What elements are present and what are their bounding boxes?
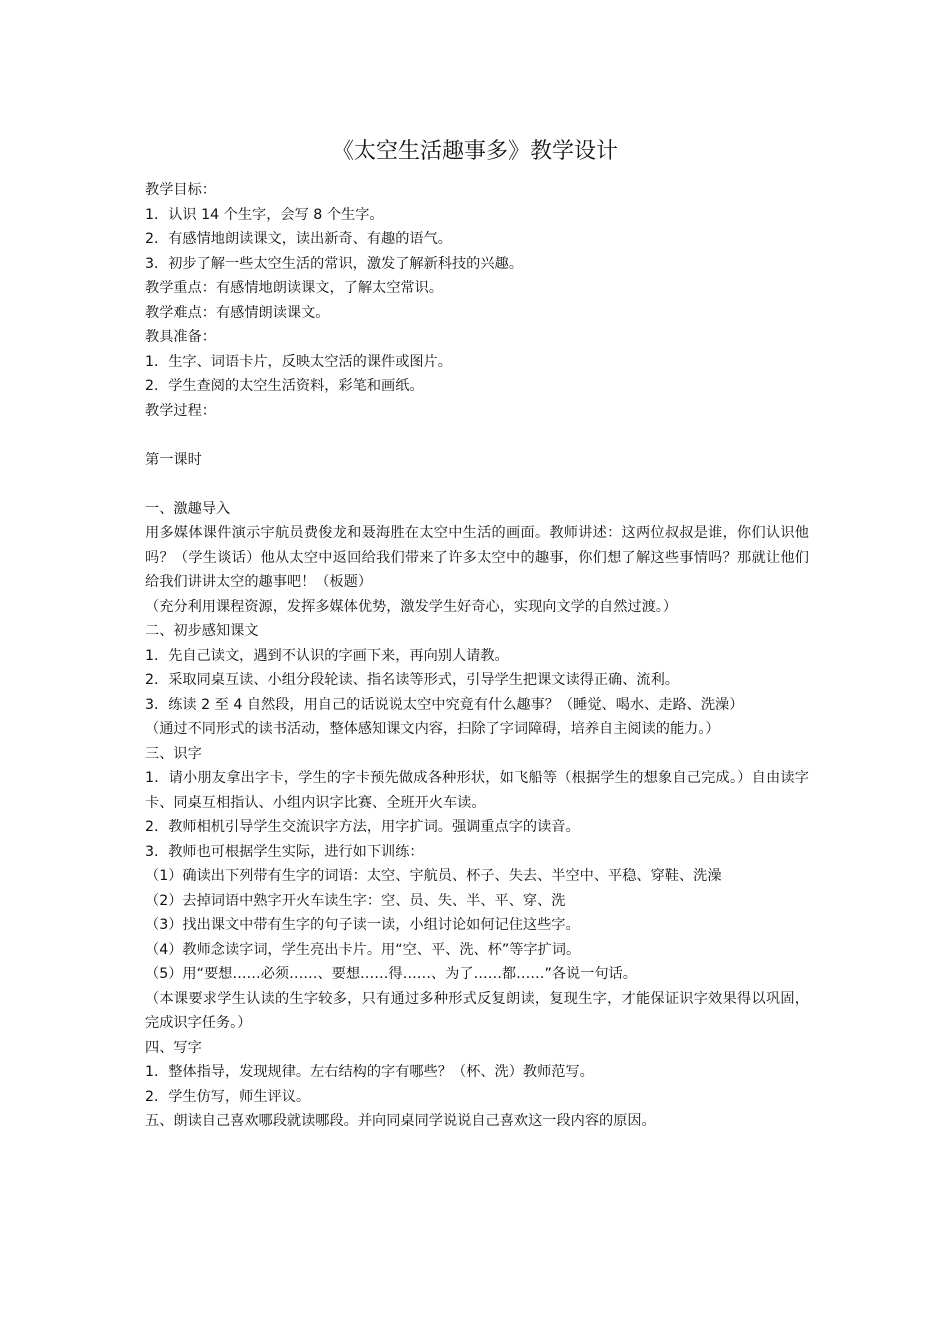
list-item: 3．教师也可根据学生实际，进行如下训练： [145, 843, 424, 860]
objectives-heading: 教学目标： [145, 182, 216, 198]
difficulty: 教学难点：有感情朗读课文。 [145, 304, 330, 321]
lesson-heading: 第一课时 [145, 451, 202, 468]
section-heading: 五、朗读自己喜欢哪段就读哪段。并向同桌同学说说自己喜欢这一段内容的原因。 [145, 1113, 656, 1129]
section-heading: 四、写字 [145, 1039, 202, 1056]
section-heading: 一、激趣导入 [145, 500, 231, 517]
objective-item: 2．有感情地朗读课文，读出新奇、有趣的语气。 [145, 231, 452, 247]
process-heading: 教学过程： [145, 402, 216, 419]
list-item: 2．采取同桌互读、小组分段轮读、指名读等形式，引导学生把课文读得正确、流利。 [145, 672, 679, 688]
materials-heading: 教具准备： [145, 329, 216, 345]
section-note: （本课要求学生认读的生字较多，只有通过多种形式反复朗读，复现生字，才能保证识字效果得以巩固，完成识字任务。） [145, 990, 809, 1031]
blank-line [145, 423, 809, 448]
list-item: 1．请小朋友拿出字卡，学生的字卡预先做成各种形状，如飞船等（根据学生的想象自己完成。）自由读字卡、同桌互相指认、小组内识字比赛、全班开火车读。 [145, 770, 809, 811]
material-item: 2．学生查阅的太空生活资料，彩笔和画纸。 [145, 378, 424, 394]
key-point: 教学重点：有感情地朗读课文，了解太空常识。 [145, 280, 443, 296]
list-item: 3．练读 2 至 4 自然段，用自己的话说说太空中究竟有什么趣事？（睡觉、喝水、走路、洗澡） [145, 696, 744, 713]
sub-item: （4）教师念读字词，学生亮出卡片。用“空、平、洗、杯”等字扩词。 [145, 941, 581, 958]
section-heading: 三、识字 [145, 745, 202, 762]
list-item: 2．教师相机引导学生交流识字方法，用字扩词。强调重点字的读音。 [145, 819, 580, 835]
document-title: 《太空生活趣事多》教学设计 [331, 139, 618, 164]
list-item: 1．先自己读文，遇到不认识的字画下来，再向别人请教。 [145, 647, 509, 664]
objective-item: 1．认识 14 个生字，会写 8 个生字。 [145, 206, 384, 223]
objective-item: 3．初步了解一些太空生活的常识，激发了解新科技的兴趣。 [145, 255, 523, 272]
list-item: 2．学生仿写，师生评议。 [145, 1088, 311, 1105]
section-paragraph: 用多媒体课件演示宇航员费俊龙和聂海胜在太空中生活的画面。教师讲述：这两位叔叔是谁，你们认识他吗？（学生谈话）他从太空中返回给我们带来了许多太空中的趣事，你们想了解这些事情吗？那就让他们给我们讲讲太空的趣事吧！（板题） [145, 525, 809, 590]
sub-item: （2）去掉词语中熟字开火车读生字：空、员、失、半、平、穿、洗 [145, 892, 566, 909]
section-heading: 二、初步感知课文 [145, 623, 259, 639]
list-item: 1．整体指导，发现规律。左右结构的字有哪些？（杯、洗）教师范写。 [145, 1064, 594, 1080]
section-note: （通过不同形式的读书活动，整体感知课文内容，扫除了字词障碍，培养自主阅读的能力。） [145, 721, 720, 737]
blank-line [145, 472, 809, 497]
sub-item: （1）确读出下列带有生字的词语：太空、宇航员、杯子、失去、半空中、平稳、穿鞋、洗澡 [145, 868, 722, 884]
material-item: 1．生字、词语卡片，反映太空活的课件或图片。 [145, 353, 452, 370]
sub-item: （3）找出课文中带有生字的句子读一读，小组讨论如何记住这些字。 [145, 917, 580, 933]
sub-item: （5）用“要想……必须……、要想……得……、为了……都……”各说一句话。 [145, 966, 637, 982]
section-note: （充分利用课程资源，发挥多媒体优势，激发学生好奇心，实现向文学的自然过渡。） [145, 598, 678, 615]
document-body [145, 178, 809, 1134]
